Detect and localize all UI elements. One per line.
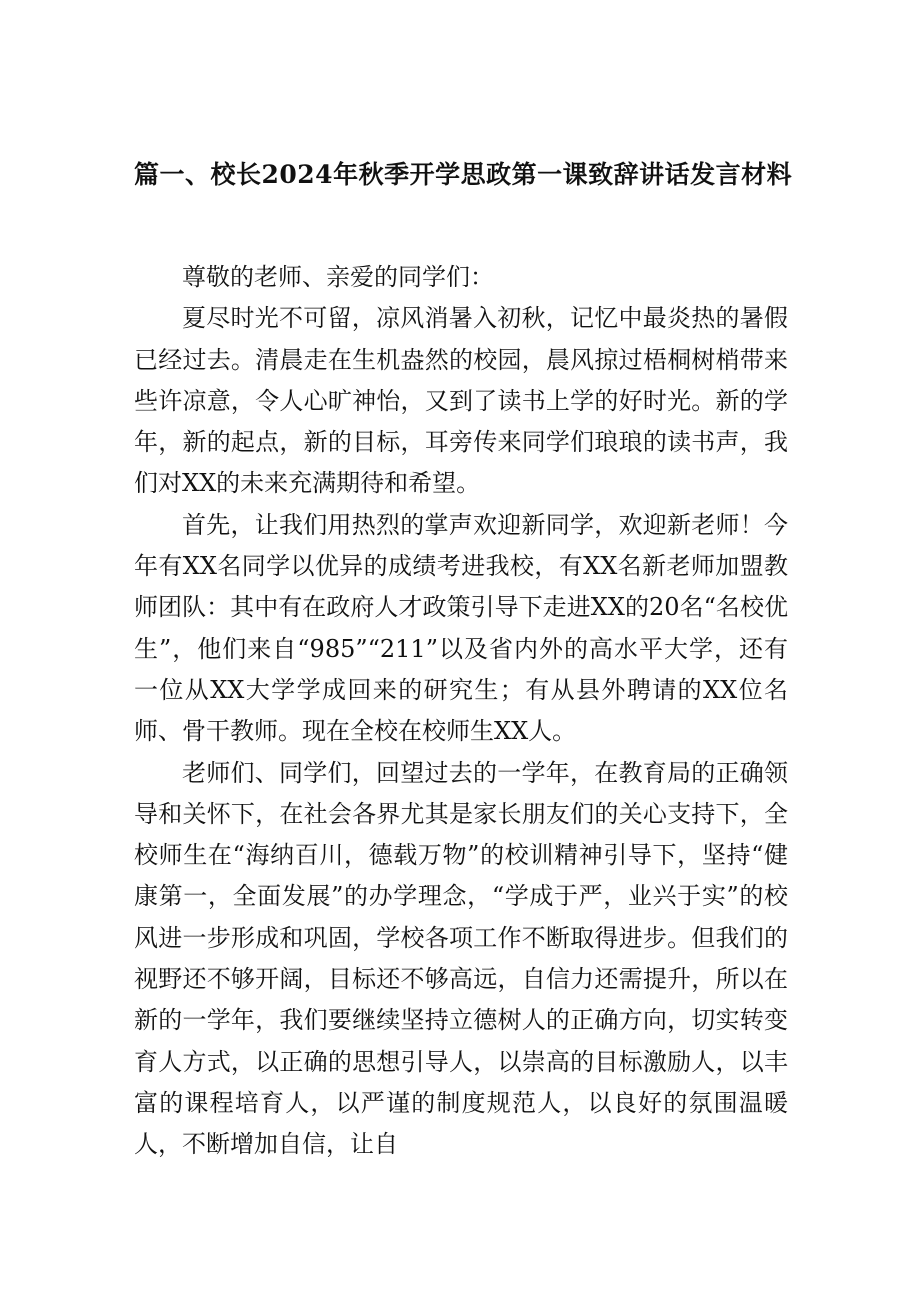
paragraph-3: 老师们、同学们，回望过去的一学年，在教育局的正确领导和关怀下，在社会各界尤其是家长朋友们的关心支持下，全校师生在“海纳百川，德载万物”的校训精神引导下，坚持“健康第一，全面发展”的办学理念，“学成于严，业兴于实”的校风进一步形成和巩固，学校各项工作不断取得进步。但我们的视野还不够开阔，目标还不够高远，自信力还需提升，所以在新的一学年，我们要继续坚持立德树人的正确方向，切实转变育人方式，以正确的思想引导人，以崇高的目标激励人，以丰富的课程培育人，以严谨的制度规范人，以良好的氛围温暖人，不断增加自信，让自: [134, 758, 788, 1159]
paragraph-2: 首先，让我们用热烈的掌声欢迎新同学，欢迎新老师！今年有XX名同学以优异的成绩考进我校，有XX名新老师加盟教师团队：其中有在政府人才政策引导下走进XX的20名“名校优生”，他们来自“985”“211”以及省内外的高水平大学，还有一位从XX大学学成回来的研究生；有从县外聘请的XX位名师、骨干教师。现在全校在校师生XX人。: [134, 510, 788, 746]
salutation: 尊敬的老师、亲爱的同学们：: [182, 263, 494, 291]
paragraph-1: 夏尽时光不可留，凉风消暑入初秋，记忆中最炎热的暑假已经过去。清晨走在生机盎然的校园，晨风掠过梧桐树梢带来些许凉意，令人心旷神怡，又到了读书上学的好时光。新的学年，新的起点，新的目标，耳旁传来同学们琅琅的读书声，我们对XX的未来充满期待和希望。: [134, 304, 788, 498]
document-body: [134, 257, 788, 1166]
document-title: 篇一、校长2024年秋季开学思政第一课致辞讲话发言材料: [134, 160, 793, 189]
